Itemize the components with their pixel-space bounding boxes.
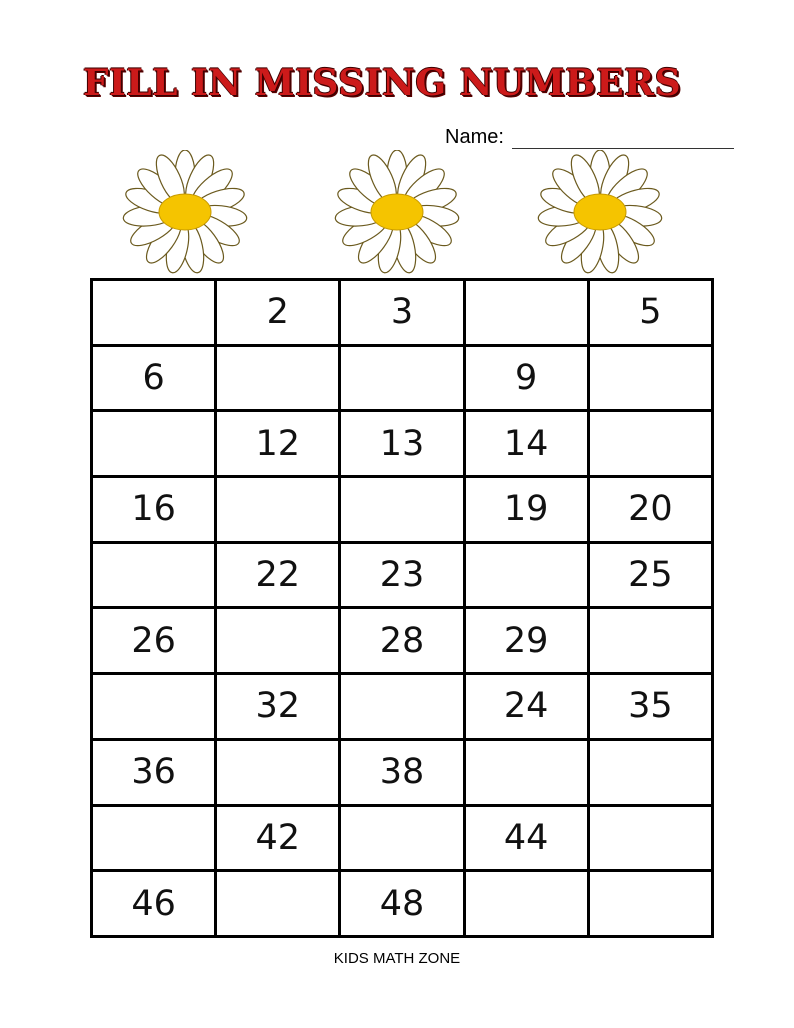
grid-cell[interactable]: 44 bbox=[464, 805, 588, 871]
grid-cell[interactable] bbox=[340, 674, 464, 740]
daisy-icon bbox=[110, 150, 260, 274]
grid-cell[interactable]: 19 bbox=[464, 477, 588, 543]
grid-cell[interactable]: 13 bbox=[340, 411, 464, 477]
grid-cell[interactable] bbox=[464, 542, 588, 608]
grid-cell[interactable]: 29 bbox=[464, 608, 588, 674]
grid-cell[interactable] bbox=[588, 805, 712, 871]
grid-cell[interactable]: 9 bbox=[464, 345, 588, 411]
number-grid bbox=[90, 278, 714, 938]
grid-cell[interactable]: 23 bbox=[340, 542, 464, 608]
grid-cell[interactable] bbox=[464, 871, 588, 937]
grid-cell[interactable]: 5 bbox=[588, 280, 712, 346]
grid-cell[interactable]: 6 bbox=[92, 345, 216, 411]
grid-cell[interactable]: 14 bbox=[464, 411, 588, 477]
grid-cell[interactable] bbox=[216, 871, 340, 937]
grid-cell[interactable]: 3 bbox=[340, 280, 464, 346]
grid-cell[interactable]: 26 bbox=[92, 608, 216, 674]
grid-cell[interactable]: 16 bbox=[92, 477, 216, 543]
grid-cell[interactable] bbox=[216, 739, 340, 805]
grid-row bbox=[92, 805, 713, 871]
grid-cell[interactable] bbox=[216, 345, 340, 411]
grid-cell[interactable] bbox=[340, 345, 464, 411]
daisy-icon bbox=[525, 150, 675, 274]
grid-cell[interactable]: 38 bbox=[340, 739, 464, 805]
grid-cell[interactable]: 42 bbox=[216, 805, 340, 871]
grid-cell[interactable]: 48 bbox=[340, 871, 464, 937]
grid-cell[interactable]: 12 bbox=[216, 411, 340, 477]
footer-brand: KIDS MATH ZONE bbox=[333, 950, 461, 967]
grid-cell[interactable]: 25 bbox=[588, 542, 712, 608]
grid-cell[interactable] bbox=[92, 805, 216, 871]
grid-cell[interactable]: 28 bbox=[340, 608, 464, 674]
grid-cell[interactable]: 20 bbox=[588, 477, 712, 543]
grid-cell[interactable] bbox=[92, 542, 216, 608]
grid-cell[interactable] bbox=[340, 805, 464, 871]
grid-cell[interactable]: 46 bbox=[92, 871, 216, 937]
grid-row bbox=[92, 411, 713, 477]
name-field-row bbox=[445, 126, 734, 149]
grid-cell[interactable]: 32 bbox=[216, 674, 340, 740]
grid-row bbox=[92, 674, 713, 740]
grid-row bbox=[92, 608, 713, 674]
grid-cell[interactable] bbox=[464, 739, 588, 805]
name-label: Name: bbox=[445, 126, 504, 148]
grid-row bbox=[92, 739, 713, 805]
grid-cell[interactable] bbox=[588, 871, 712, 937]
grid-row bbox=[92, 345, 713, 411]
grid-row bbox=[92, 871, 713, 937]
grid-cell[interactable] bbox=[588, 608, 712, 674]
grid-cell[interactable]: 24 bbox=[464, 674, 588, 740]
grid-cell[interactable]: 35 bbox=[588, 674, 712, 740]
grid-row bbox=[92, 280, 713, 346]
grid-cell[interactable] bbox=[216, 608, 340, 674]
grid-cell[interactable]: 2 bbox=[216, 280, 340, 346]
grid-cell[interactable] bbox=[92, 411, 216, 477]
name-blank-line[interactable] bbox=[512, 128, 734, 149]
grid-cell[interactable] bbox=[92, 674, 216, 740]
grid-row bbox=[92, 477, 713, 543]
grid-cell[interactable] bbox=[588, 739, 712, 805]
grid-cell[interactable]: 22 bbox=[216, 542, 340, 608]
grid-cell[interactable] bbox=[340, 477, 464, 543]
worksheet-title: FILL IN MISSING NUMBERS bbox=[82, 62, 682, 104]
grid-cell[interactable] bbox=[588, 345, 712, 411]
grid-cell[interactable] bbox=[92, 280, 216, 346]
daisy-icon bbox=[322, 150, 472, 274]
grid-cell[interactable]: 36 bbox=[92, 739, 216, 805]
grid-cell[interactable] bbox=[216, 477, 340, 543]
grid-row bbox=[92, 542, 713, 608]
grid-cell[interactable] bbox=[588, 411, 712, 477]
grid-cell[interactable] bbox=[464, 280, 588, 346]
